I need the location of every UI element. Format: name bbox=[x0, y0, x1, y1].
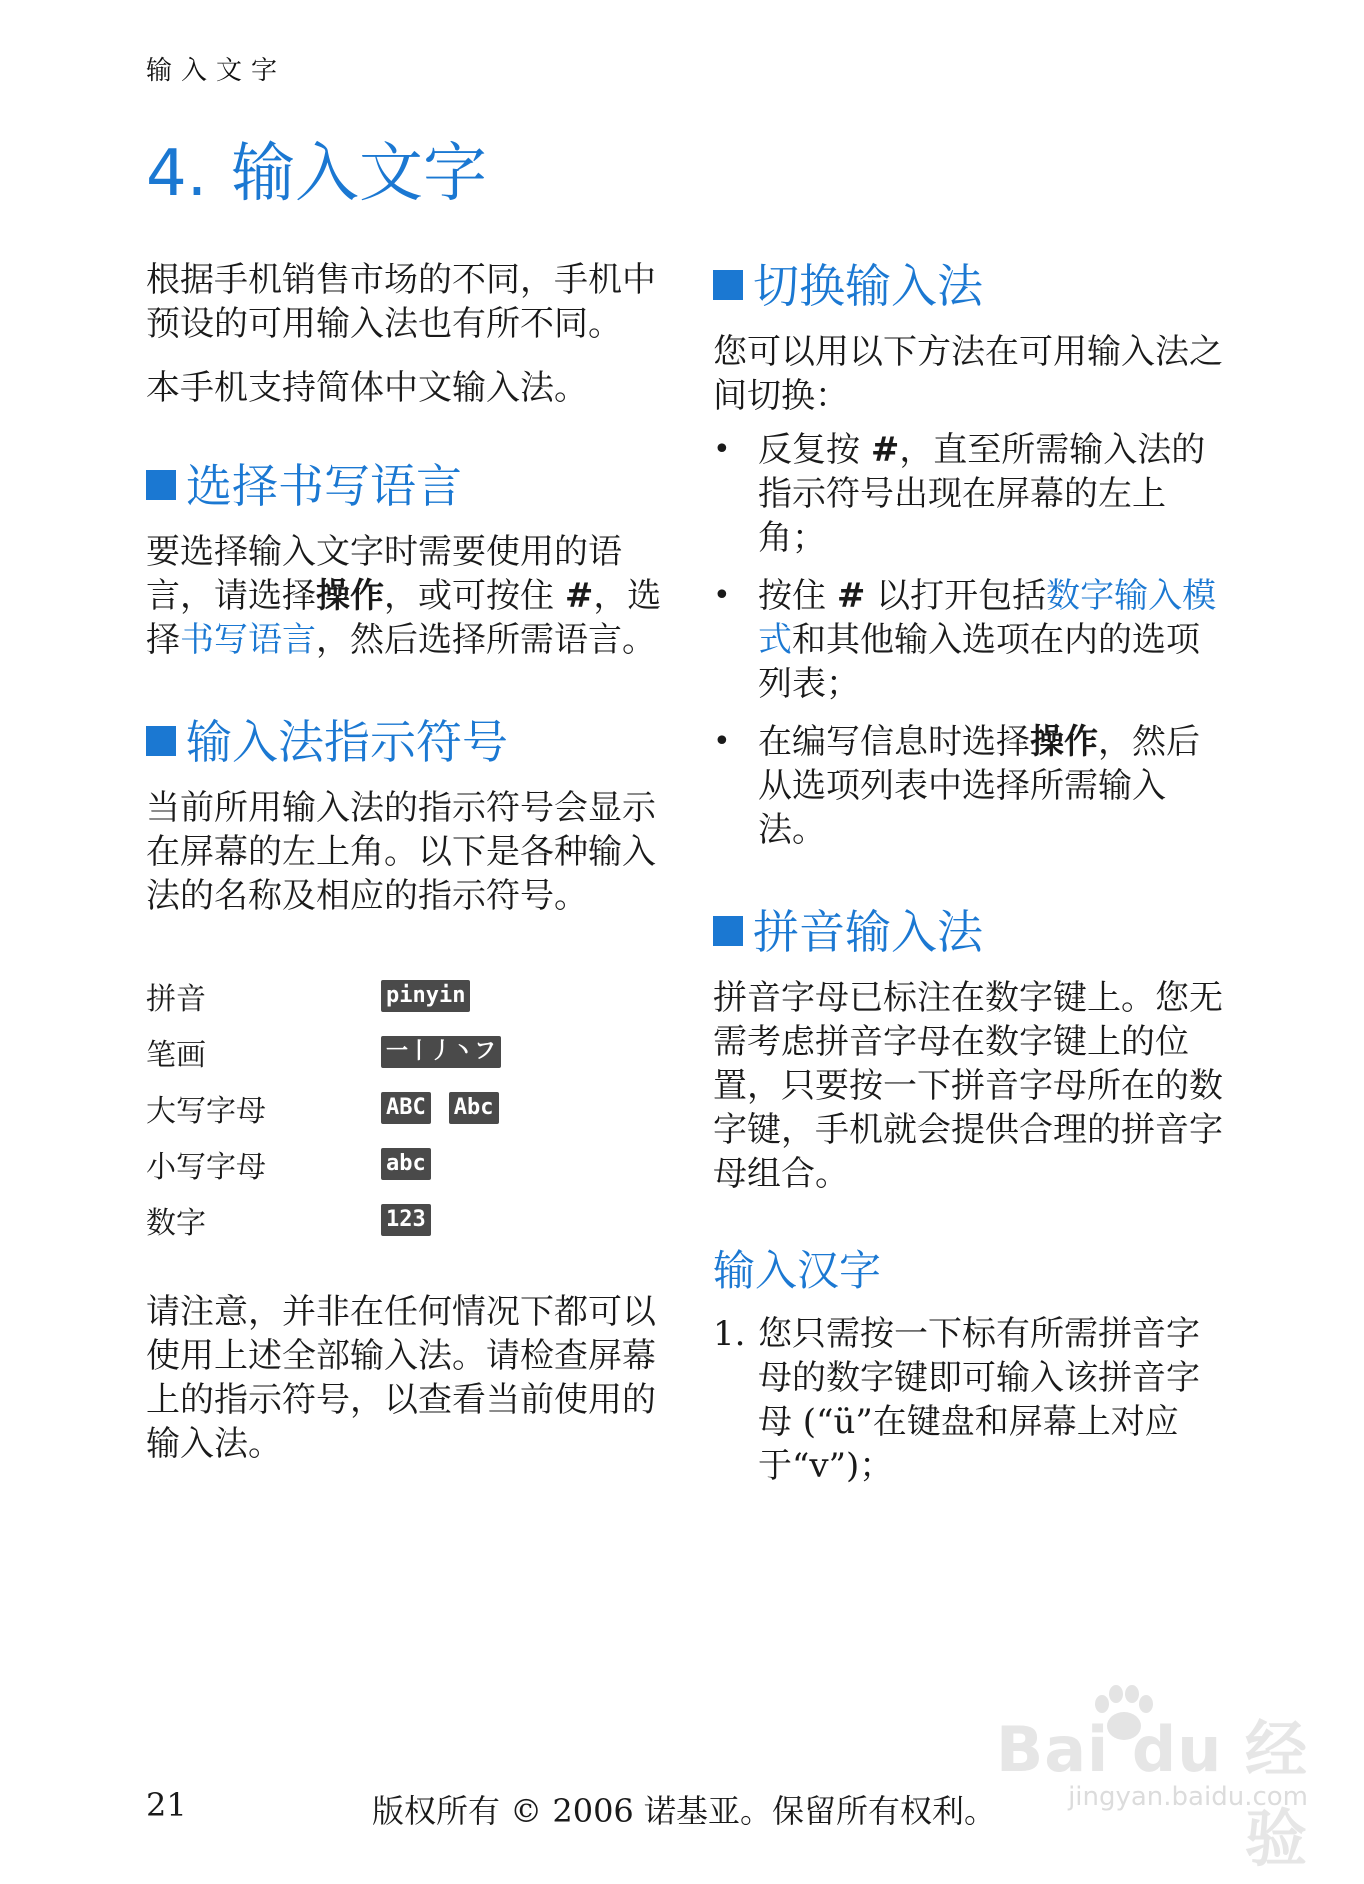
heading-square-icon bbox=[146, 726, 176, 756]
stroke-indicator-icon: 一丨丿丶フ bbox=[381, 1036, 501, 1068]
running-head: 输入文字 bbox=[146, 56, 287, 86]
hash-key: # bbox=[870, 430, 900, 470]
indicator-row bbox=[146, 1080, 666, 1136]
language-paragraph bbox=[146, 530, 666, 662]
numeric-indicator-icon: 123 bbox=[381, 1204, 431, 1236]
list-item bbox=[713, 428, 1233, 560]
options-keyword: 操作 bbox=[1030, 722, 1098, 762]
section-heading-switch bbox=[713, 258, 1233, 314]
indicator-name: 拼音 bbox=[146, 982, 206, 1017]
bullet-2-text-a: 按住 bbox=[758, 576, 837, 616]
section-heading-pinyin bbox=[713, 904, 1233, 960]
left-column bbox=[146, 258, 666, 1486]
options-keyword: 操作 bbox=[316, 576, 384, 616]
intro-paragraph-2: 本手机支持简体中文输入法。 bbox=[146, 368, 588, 408]
language-text-d: ，然后选择所需语言。 bbox=[316, 620, 656, 660]
indicator-row bbox=[146, 1024, 666, 1080]
number-mode-link[interactable]: 数字输入模式 bbox=[758, 576, 1217, 660]
bullet-icon: • bbox=[713, 724, 731, 759]
list-item bbox=[713, 574, 1233, 706]
bullet-icon: • bbox=[713, 578, 731, 613]
indicator-name: 笔画 bbox=[146, 1038, 206, 1073]
heading-square-icon bbox=[146, 470, 176, 500]
right-column bbox=[713, 258, 1233, 1488]
copyright-notice: 版权所有 © 2006 诺基亚。保留所有权利。 bbox=[372, 1792, 996, 1830]
indicator-table bbox=[146, 968, 666, 1248]
pinyin-indicator-icon: pinyin bbox=[381, 980, 470, 1012]
indicator-note: 请注意，并非在任何情况下都可以使用上述全部输入法。请检查屏幕上的指示符号，以查看当前使用的输入法。 bbox=[146, 1292, 656, 1464]
indicator-paragraph: 当前所用输入法的指示符号会显示在屏幕的左上角。以下是各种输入法的名称及相应的指示符号。 bbox=[146, 788, 656, 916]
lowercase-indicator-icon: abc bbox=[381, 1148, 431, 1180]
language-text-b: ，或可按住 bbox=[384, 576, 565, 616]
bullet-2-text-b: 以打开包括 bbox=[865, 576, 1047, 616]
section-heading-pinyin-text: 拼音输入法 bbox=[753, 905, 983, 959]
section-heading-indicator-text: 输入法指示符号 bbox=[186, 715, 508, 769]
page-number: 21 bbox=[146, 1786, 187, 1824]
step-number: 1. bbox=[713, 1314, 746, 1354]
watermark-url: jingyan.baidu.com bbox=[1068, 1782, 1308, 1812]
uppercase-indicator-icon: ABC bbox=[381, 1092, 431, 1124]
language-text-a: 要选择输入文字时需要使用的语言，请选择 bbox=[146, 532, 622, 616]
bullet-1-text-a: 反复按 bbox=[758, 430, 871, 470]
bullet-3-text-b: ，然后从选项列表中选择所需输入法。 bbox=[758, 722, 1200, 850]
step-text: 您只需按一下标有所需拼音字母的数字键即可输入该拼音字母 (“ü”在键盘和屏幕上对应于“v”)； bbox=[758, 1314, 1200, 1486]
heading-square-icon bbox=[713, 916, 743, 946]
section-heading-language bbox=[146, 458, 666, 514]
indicator-name: 小写字母 bbox=[146, 1150, 266, 1185]
section-heading-indicator bbox=[146, 714, 666, 770]
chapter-title bbox=[146, 122, 487, 214]
bullet-icon: • bbox=[713, 432, 731, 467]
sentence-case-indicator-icon: Abc bbox=[449, 1092, 499, 1124]
chapter-number: 4. bbox=[146, 137, 208, 211]
pinyin-paragraph: 拼音字母已标注在数字键上。您无需考虑拼音字母在数字键上的位置，只要按一下拼音字母所在的数字键，手机就会提供合理的拼音字母组合。 bbox=[713, 978, 1223, 1194]
bullet-1-text-b: ，直至所需输入法的指示符号出现在屏幕的左上角； bbox=[758, 430, 1206, 558]
intro-paragraph-1: 根据手机销售市场的不同，手机中预设的可用输入法也有所不同。 bbox=[146, 260, 656, 344]
switch-paragraph: 您可以用以下方法在可用输入法之间切换： bbox=[713, 332, 1223, 416]
baidu-watermark bbox=[978, 1690, 1308, 1875]
indicator-row bbox=[146, 1192, 666, 1248]
subheading-hanzi: 输入汉字 bbox=[713, 1246, 882, 1295]
heading-square-icon bbox=[713, 270, 743, 300]
hash-key: # bbox=[564, 576, 594, 616]
section-heading-switch-text: 切换输入法 bbox=[753, 259, 983, 313]
bullet-3-text-a: 在编写信息时选择 bbox=[758, 722, 1030, 762]
indicator-name: 数字 bbox=[146, 1206, 206, 1241]
list-item bbox=[713, 720, 1233, 852]
section-heading-language-text: 选择书写语言 bbox=[186, 459, 462, 513]
bullet-2-text-c: 和其他输入选项在内的选项列表； bbox=[758, 620, 1200, 704]
chapter-title-text: 输入文字 bbox=[231, 137, 488, 211]
indicator-row bbox=[146, 1136, 666, 1192]
language-text-c: ，选择 bbox=[146, 576, 662, 660]
list-item bbox=[713, 1312, 1233, 1488]
indicator-row bbox=[146, 968, 666, 1024]
indicator-name: 大写字母 bbox=[146, 1094, 266, 1129]
writing-language-link[interactable]: 书写语言 bbox=[180, 620, 316, 660]
switch-bullet-list bbox=[713, 428, 1233, 852]
watermark-logo: Bai du 经验 bbox=[995, 1713, 1308, 1875]
hash-key: # bbox=[836, 576, 866, 616]
hanzi-steps bbox=[713, 1312, 1233, 1488]
